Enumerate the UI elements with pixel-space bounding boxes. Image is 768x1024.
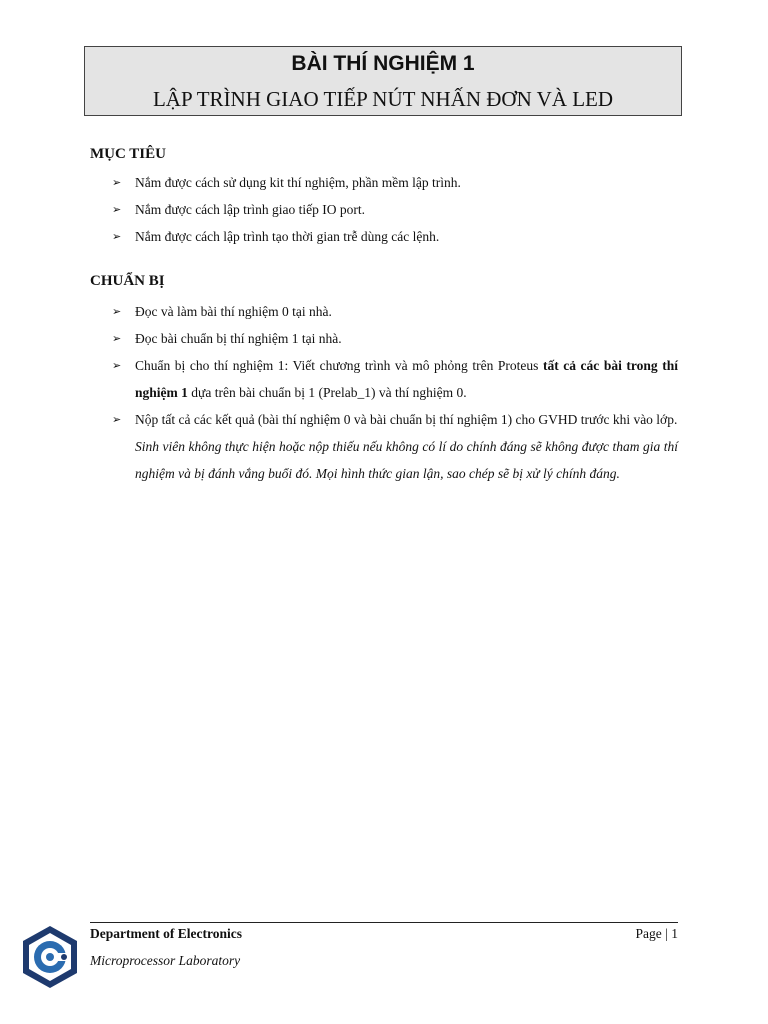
emphasis-text: tất cả các bài trong thí nghiệm 1	[135, 358, 678, 400]
objective-text: Nắm được cách sử dụng kit thí nghiệm, phần mềm lập trình.	[135, 175, 461, 190]
preparation-text: dựa trên bài chuẩn bị 1 (Prelab_1) và thí nghiệm 0.	[187, 385, 467, 400]
list-item	[112, 325, 678, 352]
list-item	[112, 352, 678, 406]
title-box	[84, 46, 682, 116]
department-logo-icon	[20, 924, 80, 990]
objectives-heading: MỤC TIÊU	[90, 146, 166, 162]
list-item	[112, 169, 678, 196]
list-item	[112, 298, 678, 325]
objectives-list	[112, 169, 678, 250]
footer-divider	[90, 922, 678, 923]
objective-text: Nắm được cách lập trình tạo thời gian trễ dùng các lệnh.	[135, 229, 440, 244]
footer-department: Department of Electronics	[90, 926, 242, 941]
document-subtitle: LẬP TRÌNH GIAO TIẾP NÚT NHẤN ĐƠN VÀ LED	[152, 87, 614, 111]
arrowhead-bullet-icon: ➢	[112, 332, 122, 345]
objective-text: Nắm được cách lập trình giao tiếp IO port.	[135, 202, 366, 217]
list-item	[112, 223, 678, 250]
arrowhead-bullet-icon: ➢	[112, 305, 122, 318]
arrowhead-bullet-icon: ➢	[112, 230, 122, 243]
preparation-text: Chuẩn bị cho thí nghiệm 1: Viết chương trình và mô phỏng trên Proteus	[135, 358, 543, 373]
warning-note: Sinh viên không thực hiện hoặc nộp thiếu nếu không có lí do chính đáng sẽ không được tham gia thí nghiệm và bị đánh vắng buổi đó. Mọi hình thức gian lận, sao chép sẽ bị xử lý chính đáng.	[135, 439, 678, 481]
footer-lab-name: Microprocessor Laboratory	[90, 953, 241, 968]
preparation-list	[112, 298, 678, 487]
list-item	[112, 406, 678, 487]
page-number: Page | 1	[635, 926, 678, 941]
preparation-text: Đọc bài chuẩn bị thí nghiệm 1 tại nhà.	[135, 331, 342, 346]
arrowhead-bullet-icon: ➢	[112, 176, 122, 189]
list-item	[112, 196, 678, 223]
preparation-heading: CHUẨN BỊ	[90, 273, 165, 289]
arrowhead-bullet-icon: ➢	[112, 359, 122, 372]
preparation-text: Đọc và làm bài thí nghiệm 0 tại nhà.	[135, 304, 332, 319]
document-title: BÀI THÍ NGHIỆM 1	[291, 52, 475, 75]
arrowhead-bullet-icon: ➢	[112, 203, 122, 216]
arrowhead-bullet-icon: ➢	[112, 413, 122, 426]
preparation-text: Nộp tất cả các kết quả (bài thí nghiệm 0 và bài chuẩn bị thí nghiệm 1) cho GVHD trước khi vào lớp.	[135, 412, 678, 427]
